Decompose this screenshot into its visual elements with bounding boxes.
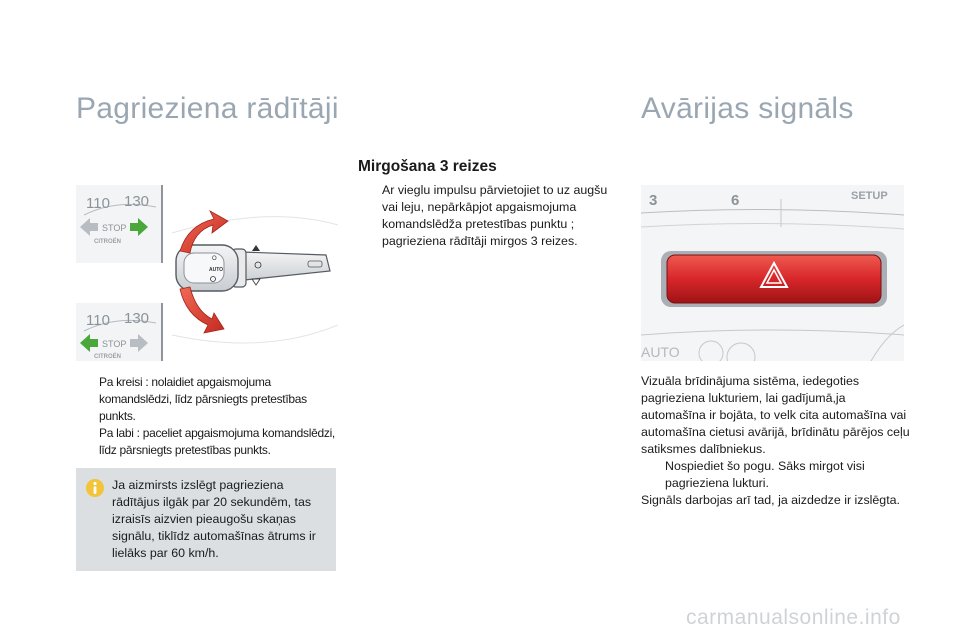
instrument-panel-bottom — [76, 303, 162, 361]
hazard-paragraph-2: Signāls darbojas arī tad, ja aizdedze ir izslēgta. — [641, 493, 900, 507]
list-item — [641, 458, 911, 492]
hazard-bullet-text: Nospiediet šo pogu. Sāks mirgot visi pagrieziena lukturi. — [665, 459, 865, 490]
setup-label: SETUP — [851, 190, 888, 202]
radio-preset-6-label: 6 — [731, 192, 740, 209]
list-item — [358, 182, 616, 250]
instrument-panel-top — [76, 185, 162, 263]
page-title-turn-signals: Pagrieziena rādītāji — [76, 92, 339, 125]
bullet-text-left: Pa kreisi : nolaidiet apgaismojuma komandslēdzi, līdz pārsniegts pretestības punkts. — [99, 375, 307, 423]
radio-preset-3-label: 3 — [649, 192, 658, 209]
info-icon — [85, 478, 105, 503]
hazard-button-illustration — [641, 185, 904, 361]
page-title-hazard-warning: Avārijas signāls — [641, 92, 854, 125]
info-box — [76, 468, 336, 571]
hazard-description — [641, 373, 911, 509]
list-item — [76, 374, 338, 425]
flash-3-times-text: Ar vieglu impulsu pārvietojiet to uz augšu vai leju, nepārkāpjot apgaismojuma komandslēdža pretestības punktu ; pagrieziena rādītāji mirgos 3 reizes. — [382, 183, 608, 248]
brand-label-lower: CITROËN — [94, 354, 121, 360]
section-heading-flash-3-times: Mirgošana 3 reizes — [358, 158, 497, 175]
speed-130-label: 130 — [124, 193, 150, 210]
flash-3-times-list — [358, 182, 616, 250]
hazard-paragraph-1: Vizuāla brīdinājuma sistēma, iedegoties pagrieziena lukturiem, lai gadījumā,ja automašīna ir bojāta, to velk cita automašīna vai automašīna cietusi avārijā, brīdinātu pārējos ceļu satiksmes dalībniekus. — [641, 374, 910, 456]
list-item — [76, 425, 338, 459]
speed-110-label: 110 — [86, 195, 110, 212]
stalk-direction-list — [76, 374, 338, 459]
stop-label-lower: STOP — [102, 339, 127, 349]
info-text: Ja aizmirsts izslēgt pagrieziena rādītājus ilgāk par 20 sekundēm, tas izraisīs aizvien pieaugošu skaņas signālu, tiklīdz automašīnas ātrums ir lielāks par 60 km/h. — [112, 478, 316, 560]
auto-light-label: AUTO — [209, 267, 224, 273]
stop-label: STOP — [102, 223, 127, 233]
light-off-label: O — [212, 256, 217, 262]
bullet-text-right: Pa labi : paceliet apgaismojuma komandslēdzi, līdz pārsniegts pretestības punkts. — [99, 426, 335, 457]
speed-110-label-lower: 110 — [86, 312, 110, 329]
climate-auto-label: AUTO — [641, 344, 680, 360]
watermark: carmanualsonline.info — [686, 606, 901, 629]
lighting-stalk-illustration — [76, 185, 338, 361]
speed-130-label-lower: 130 — [124, 310, 150, 327]
brand-label: CITROËN — [94, 239, 121, 245]
